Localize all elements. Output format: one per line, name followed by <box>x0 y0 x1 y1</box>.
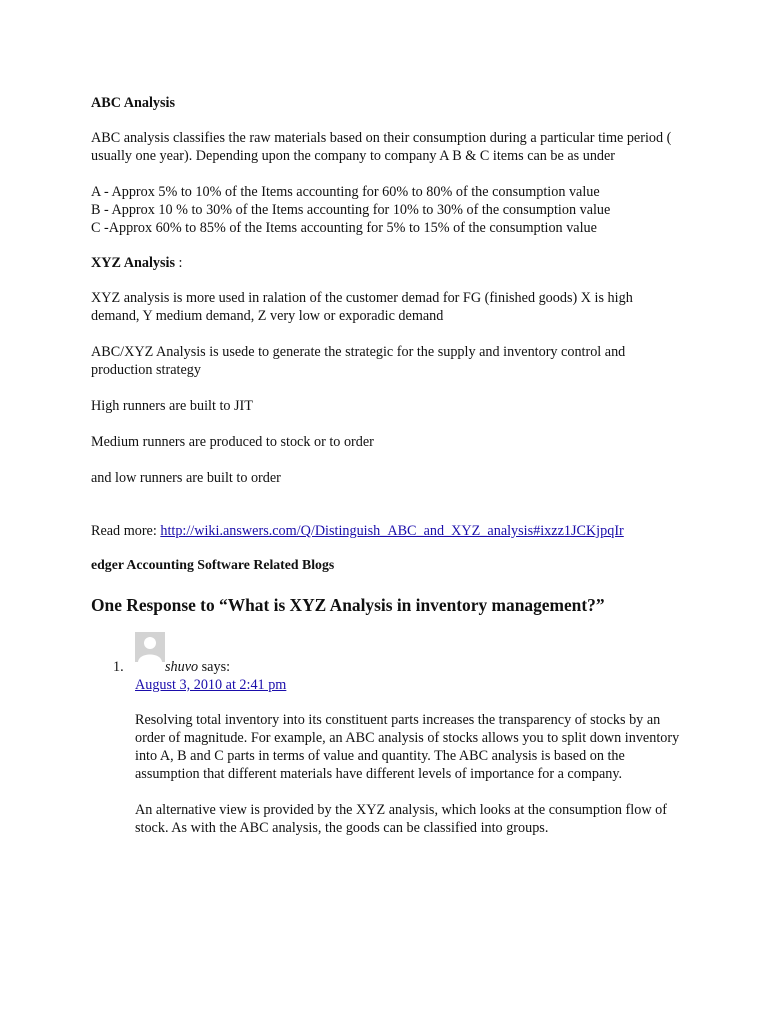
related-blogs-heading: edger Accounting Software Related Blogs <box>91 557 335 572</box>
document-page <box>91 94 681 855</box>
medium-runners-text: Medium runners are produced to stock or to order <box>91 434 374 450</box>
comment-body <box>135 711 681 837</box>
comment-author-line <box>165 658 230 676</box>
comment-number: 1. <box>113 659 124 675</box>
xyz-heading: XYZ Analysis <box>91 255 175 271</box>
xyz-strategy: ABC/XYZ Analysis is usede to generate the strategic for the supply and inventory control and production strategy <box>91 344 626 378</box>
abc-item-c: C -Approx 60% to 85% of the Items accounting for 5% to 15% of the consumption value <box>91 220 597 236</box>
comment-date-line <box>135 676 681 694</box>
user-avatar-icon <box>135 632 165 662</box>
comment-date-link[interactable]: August 3, 2010 at 2:41 pm <box>135 677 287 693</box>
comment-author: shuvo <box>165 659 199 675</box>
abc-heading: ABC Analysis <box>91 95 175 111</box>
high-runners-text: High runners are built to JIT <box>91 398 253 414</box>
xyz-heading-line <box>91 254 681 272</box>
comment-item <box>113 632 681 837</box>
comment-paragraph-1: Resolving total inventory into its constituent parts increases the transparency of stocks by an order of magnitude. For example, an ABC analysis of stocks allows you to split down inventory into A, B and C parts in terms of value and quantity. The ABC analysis is based on the assumption that different materials have different levels of importance for a company. <box>135 712 680 782</box>
abc-item-b: B - Approx 10 % to 30% of the Items accounting for 10% to 30% of the consumption value <box>91 202 611 218</box>
low-runners-text: and low runners are built to order <box>91 470 281 486</box>
abc-intro: ABC analysis classifies the raw materials based on their consumption during a particular time period ( usually one year). Depending upon the company to company A B & C items can be as under <box>91 130 672 164</box>
xyz-intro: XYZ analysis is more used in ralation of the customer demad for FG (finished goods) X is high demand, Y medium demand, Z very low or exporadic demand <box>91 290 633 324</box>
abc-item-a: A - Approx 5% to 10% of the Items accounting for 60% to 80% of the consumption value <box>91 184 600 200</box>
comment-header <box>135 632 681 676</box>
read-more-link[interactable]: http://wiki.answers.com/Q/Distinguish_ABC_and_XYZ_analysis#ixzz1JCKjpqIr <box>160 523 624 539</box>
abc-item-list <box>91 183 681 237</box>
comment-paragraph-2: An alternative view is provided by the XYZ analysis, which looks at the consumption flow of stock. As with the ABC analysis, the goods can be classified into groups. <box>135 802 667 836</box>
comment-says: says: <box>198 659 231 675</box>
xyz-heading-colon: : <box>174 255 183 271</box>
avatar <box>135 632 165 662</box>
responses-title: One Response to “What is XYZ Analysis in inventory management?” <box>91 595 605 615</box>
read-more-line <box>91 522 681 540</box>
read-more-label: Read more: <box>91 523 161 539</box>
